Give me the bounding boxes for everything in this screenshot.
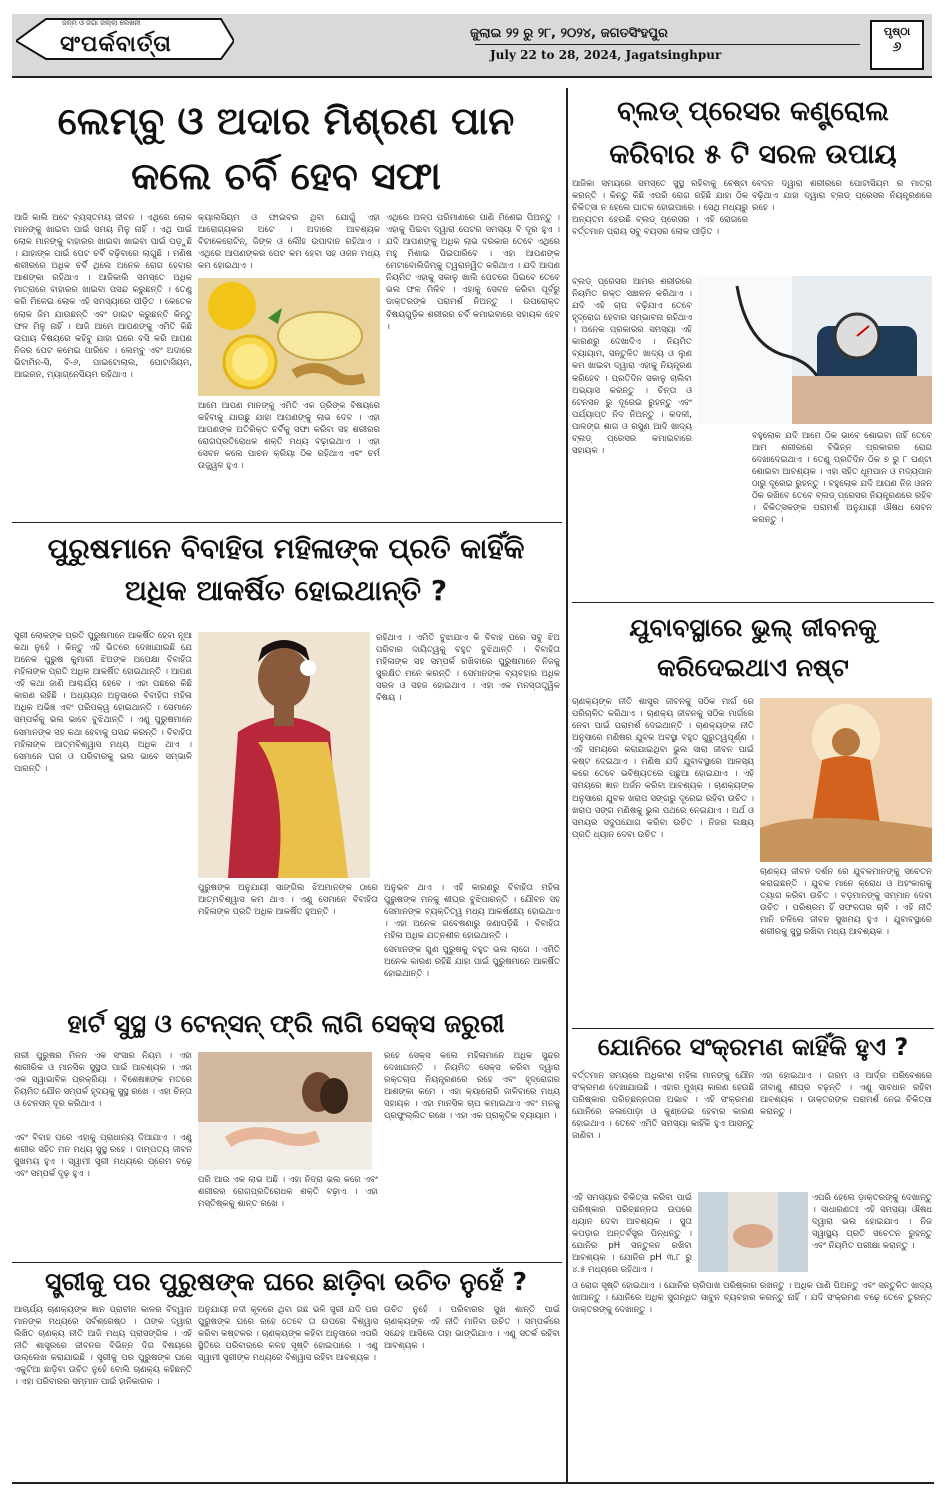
couple-illustration xyxy=(198,1052,372,1170)
lemon-ginger-illustration xyxy=(198,278,380,396)
article-married-col1: ସ୍ତ୍ରୀ ଲୋକଙ୍କ ପ୍ରତି ପୁରୁଷମାନେ ଆକର୍ଷିତ ହେବା ନୂଆ କଥା ନୁହେଁ । କିନ୍ତୁ ଏହି ଭିତରେ ଦେଖାଯାଇଛି ଯେ ଅନେକ ପୁରୁଷ କୁମାରୀ ଝିଅଙ୍କ ଅପେକ୍ଷା ବିବାହିତା ମହିଳାଙ୍କ ପ୍ରତି ଅଧିକ ଆକର୍ଷିତ ହୋଇଥାନ୍ତି । ଆପଣ ଏହି କଥା ଜାଣି ଆଶ୍ଚର୍ଯ୍ୟ ହେବେ । ଏହା ପଛରେ କିଛି କାରଣ ରହିଛି । ଅଧ୍ୟୟନ ଅନୁସାରେ ବିବାହିତା ମହିଳା ଅଧିକ ଅଭିଜ୍ଞ ଏବଂ ପରିପକ୍ୱ ହୋଇଥାନ୍ତି । ସେମାନେ ସମ୍ପର୍କକୁ ଭଲ ଭାବେ ବୁଝିଥାନ୍ତି । ଏଣୁ ପୁରୁଷମାନେ ସେମାନଙ୍କ ସହ କଥା ହେବାକୁ ପସନ୍ଦ କରନ୍ତି । ବିବାହିତା ମହିଳାଙ୍କ ଆତ୍ମବିଶ୍ୱାସ ମଧ୍ୟ ଅଧିକ ଥାଏ । ସେମାନେ ଘର ଓ ପରିବାରକୁ ଭଲ ଭାବେ ସମ୍ଭାଳି ପାରନ୍ତି । xyxy=(14,631,192,774)
headline-lemon-ginger: ଲେମ୍ବୁ ଓ ଅଦାର ମିଶ୍ରଣ ପାନ କଲେ ଚର୍ବି ହେବ ସଫା xyxy=(57,99,515,199)
section-divider xyxy=(572,602,934,603)
article-wife-col2: ଅନୁଯାୟୀ ନଦୀ କୂଳରେ ଥିବା ଗଛ ଭଳି ସ୍ତ୍ରୀ ଯଦି ପର ପୁରୁଷଙ୍କ ଘରେ ରହେ ତେବେ ତା ଉପରେ ବିଶ୍ୱାସ କରିବା କଷ୍ଟକର । ଚାଣକ୍ୟଙ୍କ କହିବା ଅନୁସାରେ ଏପରି ସ୍ଥିତିରେ ପରିବାରରେ କଳହ ସୃଷ୍ଟି ହୋଇପାରେ । ଏଣୁ ସ୍ୱାମୀ ସ୍ତ୍ରୀଙ୍କ ମଧ୍ୟରେ ବିଶ୍ୱାସ ରହିବା ଆବଶ୍ୟକ । xyxy=(198,1305,378,1364)
woman-saree-image xyxy=(198,632,370,878)
article-heart-col1: ନାରୀ ପୁରୁଷର ମିଳନ ଏକ ସଂସାର ନିୟମ । ଏହା ଶାରୀରିକ ଓ ମାନସିକ ସୁସ୍ଥତା ପାଇଁ ଆବଶ୍ୟକ । ଏହା ଏକ ସ୍ୱାଭାବିକ ପ୍ରକ୍ରିୟା । ବିଶେଷଜ୍ଞଙ୍କ ମତରେ ନିୟମିତ ଯୌନ ସମ୍ପର୍କ ହୃଦୟକୁ ସୁସ୍ଥ ରଖେ । ଏହା ଚିନ୍ତା ଓ ଟେନସନ୍ ଦୂର କରିଥାଏ । xyxy=(14,1051,192,1110)
article-married-col3: ଅନୁଭବ ଥାଏ । ଏହି କାରଣରୁ ବିବାହିତା ମହିଳା ପୁରୁଷଙ୍କ ମନକୁ ଶୀଘ୍ର ବୁଝିପାରନ୍ତି । ଯୌବନ ସହ ସେମାନଙ୍କ ବ୍ୟକ୍ତିତ୍ୱ ମଧ୍ୟ ଆକର୍ଷଣୀୟ ହୋଇଥାଏ । ଏହା ଅନେକ ଗବେଷଣାରୁ ଜଣାପଡ଼ିଛି । ବିବାହିତା ମହିଳା ଅଧିକ ଯତ୍ନଶୀଳ ହୋଇଥାନ୍ତି । xyxy=(384,883,560,942)
page-bottom-rule xyxy=(12,1482,934,1484)
headline-married-women: ପୁରୁଷମାନେ ବିବାହିତା ମହିଳାଙ୍କ ପ୍ରତି କାହିଁକି ଅଧିକ ଆକର୍ଷିତ ହୋଇଥାନ୍ତି ? xyxy=(47,532,525,607)
column-divider xyxy=(566,88,568,1484)
article-married-col3b: ସେମାନଙ୍କ ଗୁଣ ପୁରୁଷକୁ ବହୁତ ଭଲ ଲାଗେ । ଏମିତି ଅନେକ କାରଣ ରହିଛି ଯାହା ପାଇଁ ପୁରୁଷମାନେ ଆକର୍ଷିତ ହୋଇଥାନ୍ତି । xyxy=(384,945,560,980)
article-infection-col1b: ଏହି ସମସ୍ୟାର ଚିକିତ୍ସା କରିବା ପାଇଁ ପରିଷ୍କାର ପରିଚ୍ଛନ୍ନତା ଉପରେ ଧ୍ୟାନ ଦେବା ଆବଶ୍ୟକ । ସୁତା କପଡ଼ାର ଅନ୍ତର୍ବସ୍ତ୍ର ପିନ୍ଧନ୍ତୁ । ଯୋନିର pH ସନ୍ତୁଳନ ରଖିବା ଆବଶ୍ୟକ । ଯୋନିର pH ୩.୮ ରୁ ୪.୫ ମଧ୍ୟରେ ରହିଥାଏ । xyxy=(572,1193,692,1276)
article-heart-col3: ରହେ ସେକ୍ସ କଲେ ମହିଳାମାନେ ଅଧିକ ସୁନ୍ଦର ଦେଖାଯାନ୍ତି । ନିୟମିତ ସେକ୍ସ କରିବା ଦ୍ୱାରା ରକ୍ତଚାପ ନିୟନ୍ତ୍ରଣରେ ରହେ ଏବଂ ହୃଦ୍‌ରୋଗର ଆଶଙ୍କା କମେ । ଏହା କ୍ୟାଲୋରି ଜାଳିବାରେ ମଧ୍ୟ ସହାୟକ । ଏହା ମାନସିକ ଚାପ କମାଇଥାଏ ଏବଂ ମନକୁ ପ୍ରଫୁଲ୍ଲିତ ରଖେ । ଏହା ଏକ ପ୍ରାକୃତିକ ବ୍ୟାୟାମ । xyxy=(384,1051,560,1122)
section-divider xyxy=(12,1262,562,1263)
article-youth-col1: ଚାଣକ୍ୟଙ୍କ ନୀତି ଶାସ୍ତ୍ର ଜୀବନକୁ ସଠିକ ମାର୍ଗ ରେ ପରିଚାଳିତ କରିଥାଏ । ଚାଣକ୍ୟ ଜୀବନକୁ ସଠିକ ମାର୍ଗରେ ନେବା ପାଇଁ ପରାମର୍ଶ ଦେଇଥାନ୍ତି । ଚାଣକ୍ୟଙ୍କ ନୀତି ଅନୁସାରେ ମଣିଷର ଯୁବକ ଅବସ୍ଥା ବହୁତ ଗୁରୁତ୍ୱପୂର୍ଣ୍ଣ । ଏହି ସମୟରେ କରାଯାଇଥିବା ଭୁଲ ସାରା ଜୀବନ ପାଇଁ କଷ୍ଟ ଦେଇଥାଏ । ମଣିଷ ଯଦି ଯୁବାବସ୍ଥାରେ ଆଳସ୍ୟ କରେ ତେବେ ଭବିଷ୍ୟତରେ ପଛୁଆ ହୋଇଯାଏ । ଏହି ସମୟରେ ଜ୍ଞାନ ଅର୍ଜନ କରିବା ଆବଶ୍ୟକ । ଚାଣକ୍ୟଙ୍କ ଅନୁସାରେ ଯୁବକ ଖରାପ ସଙ୍ଗରୁ ଦୂରେଇ ରହିବା ଉଚିତ । ଖରାପ ସଙ୍ଗ ମଣିଷକୁ ଭୁଲ ପଥରେ ନେଇଯାଏ । ଅର୍ଥ ଓ ସମୟର ସଦୁପଯୋଗ କରିବା ଉଚିତ । ନିଜର ଲକ୍ଷ୍ୟ ପ୍ରତି ଧ୍ୟାନ ଦେବା ଉଚିତ । xyxy=(572,697,754,840)
dateline-odia: ଜୁଲାଇ ୨୨ ରୁ ୨୮, ୨୦୨୪, ଜଗତସିଂହପୁର xyxy=(470,26,668,41)
article-lemon-col1: ଆଜି କାଲି ଅଟେ ବ୍ୟସ୍ତମୟ ଜୀବନ । ଏଥିରେ ଲୋକ ମାନଙ୍କୁ ଖାଇବା ପାଇଁ ସମୟ ମିଳୁ ନାହିଁ । ଏଥି ପାଇଁ ଲୋକ ମାନଙ୍କୁ ବାହାରର ଖାଇବା ଖାଇବା ପାଇଁ ପଡ଼ୁଛି । ଯାହାଙ୍କ ପାଇଁ ପେଟ ଚର୍ବି ବଢ଼ିବାରେ ଲାଗୁଛି । ମଣିଷ ଶରୀରରେ ଅଧିକ ଚର୍ବି ଥିଲେ ଅନେକ ରୋଗ ହେବାର ଆଶଙ୍କା ରହିଥାଏ । ଆଜିକାଲି ସମସ୍ତେ ଅଧିକ ମାତ୍ରାରେ ବାହାରର ଖାଇବା ପସନ୍ଦ କରୁଛନ୍ତି । ତେଣୁ କରି ମିଳେଇ ଲୋକ ଏହି ସମସ୍ୟାରେ ପୀଡ଼ିତ । କେତେକ ଲୋକ ଜିମ ଯାଉଛନ୍ତି ଏବଂ ଡାଇଟ କରୁଛନ୍ତି କିନ୍ତୁ ଫଳ ମିଳୁ ନାହିଁ । ଆଜି ଆମେ ଆପଣଙ୍କୁ ଏମିତି କିଛି ଉପାୟ ବିଷୟରେ କହିବୁ ଯାହା ଘରେ ବସି କରି ଆପଣ ନିଜର ପେଟ କମେଇ ପାରିବେ । ଲେମ୍ବୁ ଏବଂ ଅଦାରେ ଭିଟାମିନ-ସି, ବି-୬, ପାଇଟୋଲାଲ, ପୋଟାସିୟମ, ଆଇରନ, ମ୍ୟାଗ୍ନେସିୟମ ରହିଥାଏ । xyxy=(14,213,192,380)
infection-illustration xyxy=(698,1192,808,1272)
article-heart-col1b: ଏବଂ ବିବାହ ପରେ ଏହାକୁ ପ୍ରାଧାନ୍ୟ ଦିଆଯାଏ । ଏଣୁ ଶରୀର ସହିତ ମନ ମଧ୍ୟ ସୁସ୍ଥ ରହେ । ଦାମ୍ପତ୍ୟ ଜୀବନ ସୁଖମୟ ହୁଏ । ସ୍ୱାମୀ ସ୍ତ୍ରୀ ମଧ୍ୟରେ ପ୍ରେମ ବଢ଼େ ଏବଂ ସମ୍ପର୍କ ଦୃଢ଼ ହୁଏ । xyxy=(14,1133,192,1180)
article-married-col2: ରହିଥାଏ । ଏମିତି ବୁଝାଯାଏ କି ବିବାହ ପରେ ସବୁ ଝିଅ ପରିବାର ଦାୟିତ୍ୱକୁ ବହୁତ ବୁଝିଥାନ୍ତି । ବିବାହିତା ମହିଳାଙ୍କ ସହ ସମ୍ପର୍କ ରଖିବାରେ ପୁରୁଷମାନେ ନିଜକୁ ସୁରକ୍ଷିତ ମନେ କରନ୍ତି । ସେମାନଙ୍କ ବ୍ୟବହାର ଅଧିକ ସରଳ ଓ ସହଜ ହୋଇଥାଏ । ଏହା ଏକ ମନସ୍ତାତ୍ତ୍ୱିକ ବିଷୟ । xyxy=(376,633,560,704)
headline-blood-pressure: ବ୍ଲଡ୍ ପ୍ରେସର କଣ୍ଟ୍ରୋଲ କରିବାର ୫ ଟି ସରଳ ଉପାୟ xyxy=(609,96,897,171)
headline-heart-sex: ହାର୍ଟ ସୁସ୍ଥ ଓ ଟେନ୍‌ସନ୍ ଫ୍ରି ଲାଗି ସେକ୍ସ ଜରୁରୀ xyxy=(67,1009,505,1038)
page-label: ପୃଷ୍ଠା xyxy=(883,25,911,38)
infection-image xyxy=(698,1192,808,1272)
dateline-english: July 22 to 28, 2024, Jagatsinghpur xyxy=(490,48,722,62)
article-bp-col3b: ବହୁଲୋକ ଯଦି ଆମେ ଠିକ ଭାବେ ଶୋଇବା ନାହିଁ ତେବେ ଆମ ଶରୀରରେ ବିଭିନ୍ନ ପ୍ରକାରର ରୋଗ ଦେଖାଦେଇଥାଏ । ତେଣୁ ପ୍ରତିଦିନ ଠିକ ୭ ରୁ ୮ ଘଣ୍ଟା ଶୋଇବା ଆବଶ୍ୟକ । ଏହା ସହିତ ଧୂମପାନ ଓ ମଦ୍ୟପାନ ଠାରୁ ଦୂରେଇ ରୁହନ୍ତୁ । ବହୁଲୋକ ଯଦି ଆପଣ ନିଜ ଓଜନ ଠିକ ରଖିବେ ତେବେ ବ୍ଲଡ୍ ପ୍ରେସର ନିୟନ୍ତ୍ରଣରେ ରହିବ । ଚିକିତ୍ସକଙ୍କ ପରାମର୍ଶ ଅନୁଯାୟୀ ଔଷଧ ସେବନ କରନ୍ତୁ । xyxy=(752,431,932,526)
section-divider xyxy=(572,1028,934,1029)
chanakya-image xyxy=(760,698,932,862)
article-infection-col2: ଏହା ହୋଇଥାଏ । ଗରମ ଓ ଆର୍ଦ୍ର ପରିବେଶରେ ଜୀବାଣୁ ଶୀଘ୍ର ବଢ଼ନ୍ତି । ଏଣୁ ସାବଧାନ ରହିବା ଆବଶ୍ୟକ । ଡାକ୍ତରଙ୍କ ପରାମର୍ଶ ନେଇ ଚିକିତ୍ସା କରାନ୍ତୁ । xyxy=(760,1071,932,1118)
article-infection-col1: ବର୍ତ୍ତମାନ ସମୟରେ ଅଧିକାଂଶ ମହିଳା ମାନଙ୍କୁ ଯୌନ ସଂକ୍ରମଣ ଦେଖାଯାଉଛି । ଏହାର ମୁଖ୍ୟ କାରଣ ହେଉଛି ପରିଷ୍କାର ପରିଚ୍ଛନ୍ନତାର ଅଭାବ । ଏହି ସଂକ୍ରମଣ ଯୋନିରେ ଜଳାପୋଡ଼ା ଓ କୁଣ୍ଡେଇ ହେବାର କାରଣ ହୋଇଥାଏ । ତେବେ ଏମିତି ସମସ୍ୟା କାହିଁକି ହୁଏ ଆସନ୍ତୁ ଜାଣିବା । xyxy=(572,1071,754,1142)
article-infection-col2b: ଏପରି ହେଲେ ଡ଼ାକ୍ତରଙ୍କୁ ଦେଖାନ୍ତୁ । ସାଧାରଣତଃ ଏହି ସମସ୍ୟା ଔଷଧ ଦ୍ୱାରା ଭଲ ହୋଇଯାଏ । ନିଜ ସ୍ୱାସ୍ଥ୍ୟ ପ୍ରତି ସଚେତନ ରୁହନ୍ତୁ ଏବଂ ନିୟମିତ ପରୀକ୍ଷା କରାନ୍ତୁ । xyxy=(812,1193,932,1252)
lemon-ginger-image xyxy=(198,278,380,396)
article-wife-col1: ଆଚାର୍ଯ୍ୟ ଚାଣକ୍ୟଙ୍କ ଜ୍ଞାନ ପ୍ରାଚୀନ କାଳର ବିଦ୍ୱାନ ମାନଙ୍କ ମଧ୍ୟରେ ସର୍ବଶ୍ରେଷ୍ଠ । ତାଙ୍କ ଦ୍ୱାରା ଲିଖିତ ଚାଣକ୍ୟ ନୀତି ଆଜି ମଧ୍ୟ ପ୍ରାସଙ୍ଗିକ । ଏହି ନୀତି ଶାସ୍ତ୍ରରେ ଜୀବନର ବିଭିନ୍ନ ଦିଗ ବିଷୟରେ ଉଲ୍ଲେଖ କରାଯାଇଛି । ସ୍ତ୍ରୀକୁ ପର ପୁରୁଷଙ୍କ ଘରେ ଏକୁଟିଆ ଛାଡ଼ିବା ଉଚିତ ନୁହେଁ ବୋଲି ଚାଣକ୍ୟ କହିଛନ୍ତି । ଏହା ପରିବାରର ସମ୍ମାନ ପାଇଁ ହାନିକାରକ । xyxy=(14,1305,192,1388)
bp-monitor-illustration xyxy=(697,276,932,424)
page-number: ୬ xyxy=(892,39,902,55)
blood-pressure-image xyxy=(697,276,932,424)
article-bp-col2: ବ୍ଲଡ୍ ପ୍ରେସର ଆମର ଶରୀରରେ ନିୟମିତ ରକ୍ତ ସଞ୍ଚାଳନ କରିଥାଏ । ଯଦି ଏହି ଚାପ ବଢ଼ିଯାଏ ତେବେ ହୃଦ୍‌ରୋଗ ହେବାର ସମ୍ଭାବନା ରହିଥାଏ । ଅନେକ ପ୍ରକାରର ସମସ୍ୟା ଏହି କାରଣରୁ ଦେଖାଦିଏ । ନିୟମିତ ବ୍ୟାୟାମ, ସନ୍ତୁଳିତ ଖାଦ୍ୟ ଓ ଲୁଣ କମ ଖାଇବା ଦ୍ୱାରା ଏହାକୁ ନିୟନ୍ତ୍ରଣ କରିହେବ । ପ୍ରତିଦିନ ସକାଳୁ ଚାଲିବା ଅଭ୍ୟାସ କରନ୍ତୁ । ଚିନ୍ତା ଓ ଟେନସନ ରୁ ଦୂରେଇ ରୁହନ୍ତୁ ଏବଂ ପର୍ଯ୍ୟାପ୍ତ ନିଦ ନିଅନ୍ତୁ । କଦଳୀ, ପାଳଙ୍ଗ ଶାଗ ଓ ରସୁଣ ଆଦି ଖାଦ୍ୟ ବ୍ଲଡ୍ ପ୍ରେସର କମାଇବାରେ ସହାୟକ । xyxy=(572,277,692,456)
article-lemon-col3: ଏଥିରେ ଅଳ୍ପ ପରିମାଣରେ ପାଣି ମିଶେଇ ପିଅନ୍ତୁ । ଏହାକୁ ପିଇବା ଦ୍ୱାରା ପେଟର ସମସ୍ୟା ବି ଦୂର ହୁଏ । ଯଦି ଆପଣଙ୍କୁ ଅଧିକ ଲାଭ ଦରକାର ତେବେ ଏଥିରେ ମହୁ ମିଶାଇ ପିଇପାରିବେ । ଏହା ଆପଣଙ୍କ ମେଟାବୋଲିଜିମ୍‌କୁ ତ୍ୱରାନ୍ୱିତ କରିଥାଏ । ଯଦି ଆପଣ ନିୟମିତ ଏହାକୁ ସକାଳୁ ଖାଲି ପେଟରେ ପିଇବେ ତେବେ ଭଲ ଫଳ ମିଳିବ । ଏହାକୁ ସେବନ କରିବା ପୂର୍ବରୁ ଡାକ୍ତରଙ୍କ ପରାମର୍ଶ ନିଅନ୍ତୁ । ଉପରୋକ୍ତ ବିଷୟଗୁଡ଼ିକ ଶରୀରର ଚର୍ବି କମାଇବାରେ ସହାୟକ ହେବ । xyxy=(386,213,560,332)
article-bp-col3: ବେଦନ ଦ୍ୱାରା ଶରୀରରେ ପୋଟାସିୟମ ର ମାତ୍ରା ବଢ଼ିଥାଏ ଯାହା ଦ୍ୱାରା ବ୍ଲଡ୍ ପ୍ରେସର ନିୟନ୍ତ୍ରଣରେ ରହେ । xyxy=(752,179,932,214)
article-heart-col2: ପରି ଆଉ ଏକ ଲାଭ ଅଛି । ଏହା ନିଦ୍ରା ଭଲ କରେ ଏବଂ ଶରୀରର ରୋଗପ୍ରତିରୋଧକ ଶକ୍ତି ବଢ଼ାଏ । ଏହା ମସ୍ତିଷ୍କକୁ ଶାନ୍ତ ରଖେ । xyxy=(198,1175,378,1210)
article-bp-col1: ଆଜିକା ସମୟରେ ସମସ୍ତେ ସୁସ୍ଥ ରହିବାକୁ ଚେଷ୍ଟା କରନ୍ତି । କିନ୍ତୁ କିଛି ଏପରି ରୋଗ ରହିଛି ଯାହା ଠିକ ଚିକିତ୍ସା ନ ହେଲେ ଘାତକ ହୋଇପାରେ । ସେଥି ମଧ୍ୟରୁ ଅନ୍ୟତମ ହେଉଛି ବ୍ଲଡ୍ ପ୍ରେସର । ଏହି ରୋଗରେ ବର୍ତ୍ତମାନ ପ୍ରାୟ ସବୁ ବୟସର ଲୋକ ପୀଡ଼ିତ । xyxy=(572,179,748,238)
article-wife-col3: ଉଚିତ ନୁହେଁ । ପରିବାରର ସୁଖ ଶାନ୍ତି ପାଇଁ ଚାଣକ୍ୟଙ୍କ ଏହି ନୀତି ମାନିବା ଉଚିତ । ସମ୍ପର୍କରେ ସନ୍ଦେହ ଆସିଲେ ତାହା ଭାଙ୍ଗିଯାଏ । ଏଣୁ ସତର୍କ ରହିବା ଆବଶ୍ୟକ । xyxy=(384,1305,560,1352)
headline-youth-mistakes: ଯୁବାବସ୍ଥାରେ ଭୁଲ୍ ଜୀବନକୁ କରିଦେଇଥାଏ ନଷ୍ଟ xyxy=(629,613,877,682)
article-lemon-col2: କ୍ୟାଲସିୟମ ଓ ଫାଇବର ଥିବା ଯୋଗୁଁ ଏହା ଆରୋଗ୍ୟକର ଅଟେ । ଅଦାରେ ଆବଶ୍ୟକ ବିଟାକେରୋଟିନ୍, ଜିଙ୍କ ଓ ଲୌହ ଉପାଦାନ ରହିଥାଏ । ଏଥିରେ ଆପଣଙ୍କର ପେଟ କମ ହେବା ସହ ଓଜନ ମଧ୍ୟ କମ ହୋଇଥାଏ । xyxy=(198,213,380,272)
chanakya-illustration xyxy=(760,698,932,862)
page-number-box xyxy=(870,20,924,70)
section-divider xyxy=(12,522,562,523)
couple-image xyxy=(198,1052,372,1170)
article-married-col2b: ପୁରୁଷଙ୍କ ଅନୁଯାୟୀ ସାଙ୍ଗିଲ ଝିଅମାନଙ୍କ ଠାରେ ଆତ୍ମବିଶ୍ୱାସ କମ ଥାଏ । ଏଣୁ ସେମାନେ ବିବାହିତା ମହିଳାଙ୍କ ପ୍ରତି ଅଧିକ ଆକର୍ଷିତ ହୁଅନ୍ତି । xyxy=(198,883,378,918)
masthead-tagline: ଜନ୍ମ ଓ ଜଗା ଜିଲ୍ଲା ଲେଖନୀ xyxy=(62,19,141,27)
headline-vaginal-infection: ଯୋନିରେ ସଂକ୍ରମଣ କାହିଁକି ହୁଏ ? xyxy=(597,1033,909,1061)
masthead-logo: ସଂପର୍କବାର୍ତ୍ତା xyxy=(60,32,172,57)
headline-chanakya-wife: ସ୍ତ୍ରୀକୁ ପର ପୁରୁଷଙ୍କ ଘରେ ଛାଡ଼ିବା ଉଚିତ ନୁହେଁ ? xyxy=(45,1267,527,1296)
dateline-divider xyxy=(475,44,860,45)
article-lemon-col2b: ଆମେ ଆପଣ ମାନଙ୍କୁ ଏମିତି ଏକ ଡ୍ରିଙ୍କ ବିଷୟରେ କହିବାକୁ ଯାଉଛୁ ଯାହା ଆପଣଙ୍କୁ ଲାଭ ଦେବ । ଏହା ଆପଣଙ୍କ ଅତିରିକ୍ତ ଚର୍ବିକୁ ସଫା କରିବା ସହ ଶରୀରର ରୋଗପ୍ରତିରୋଧକ ଶକ୍ତି ମଧ୍ୟ ବଢ଼ାଇଥାଏ । ଏହା ସେବନ କଲେ ପାଚନ କ୍ରିୟା ଠିକ ରହିଥାଏ ଏବଂ ଚର୍ମ ଉଜ୍ଜ୍ୱଳ ହୁଏ । xyxy=(198,401,380,472)
article-infection-col4: ଓ ରୋଗ ସୃଷ୍ଟି ହୋଇଥାଏ । ଯୋନିର ଚାରିପାଖ ପରିଷ୍କାର ରଖନ୍ତୁ । ଅଧିକ ପାଣି ପିଅନ୍ତୁ ଏବଂ ସନ୍ତୁଳିତ ଖାଦ୍ୟ ଖାଆନ୍ତୁ । ଯୋନିରେ ଅଧିକ ସୁଗନ୍ଧିତ ସାବୁନ ବ୍ୟବହାର କରନ୍ତୁ ନାହିଁ । ଯଦି ସଂକ୍ରମଣ ବଢ଼େ ତେବେ ତୁରନ୍ତ ଡାକ୍ତରଙ୍କୁ ଦେଖାନ୍ତୁ । xyxy=(572,1281,932,1316)
woman-saree-illustration xyxy=(198,632,370,878)
article-youth-col2: ଚାଣକ୍ୟ ଜୀବନ ଦର୍ଶନ ରେ ଯୁବକମାନଙ୍କୁ ସଚେତନ କରାଇଛନ୍ତି । ଯୁବକ ମାନେ କ୍ରୋଧ ଓ ଅହଂକାରକୁ ତ୍ୟାଗ କରିବା ଉଚିତ । ବଡ଼ମାନଙ୍କୁ ସମ୍ମାନ ଦେବା ଉଚିତ । ପରିଶ୍ରମ ହିଁ ସଫଳତାର ଚାବି । ଏହି ନୀତି ମାନି ଚଳିଲେ ଜୀବନ ସୁଖମୟ ହୁଏ । ଯୁବାବସ୍ଥାରେ ଶରୀରକୁ ସୁସ୍ଥ ରଖିବା ମଧ୍ୟ ଆବଶ୍ୟକ । xyxy=(760,867,932,938)
